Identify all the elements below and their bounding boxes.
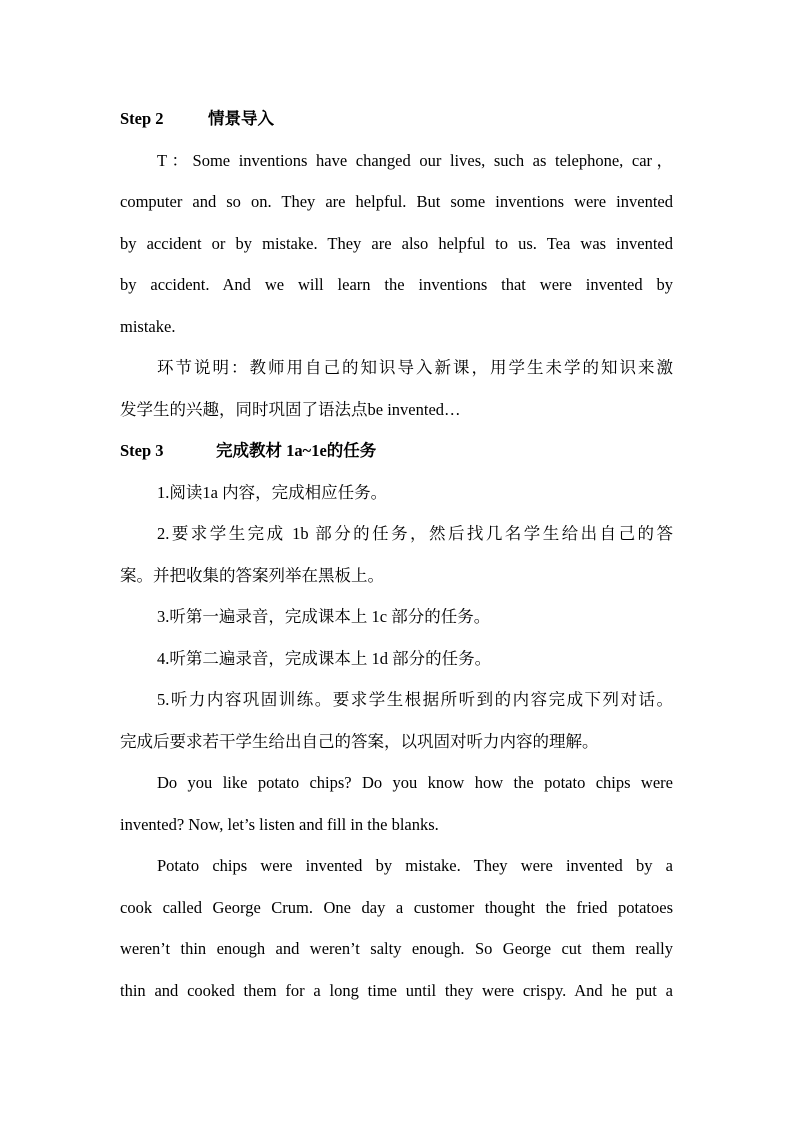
step3-heading bbox=[120, 430, 673, 472]
task-2-line-1: 2.要求学生完成 1b 部分的任务，然后找几名学生给出自己的答 bbox=[157, 524, 673, 543]
step3-label: Step 3 bbox=[120, 441, 164, 460]
para2-line-1: Do you like potato chips? Do you know how the potato chips were bbox=[157, 773, 673, 792]
note-line-1: 环节说明：教师用自己的知识导入新课，用学生未学的知识来激 bbox=[157, 358, 673, 377]
task-4: 4.听第二遍录音，完成课本上 1d 部分的任务。 bbox=[157, 648, 492, 668]
para1-line-3: by accident or by mistake. They are also helpful to us. Tea was invented bbox=[120, 233, 673, 253]
step2-heading bbox=[120, 98, 673, 140]
task-5-line-1: 5.听力内容巩固训练。要求学生根据所听到的内容完成下列对话。 bbox=[157, 690, 673, 709]
step2-label: Step 2 bbox=[120, 109, 164, 128]
step2-title: 情景导入 bbox=[208, 109, 274, 128]
para2-line-2: invented? Now, let’s listen and fill in the blanks. bbox=[120, 814, 439, 834]
para1-line-5: mistake. bbox=[120, 316, 176, 336]
para1-line-2: computer and so on. They are helpful. But some inventions were invented bbox=[120, 192, 673, 211]
para1-line-1: T：Some inventions have changed our lives, such as telephone, car， bbox=[157, 150, 673, 170]
document-page bbox=[120, 98, 673, 1011]
para1-line-4: by accident. And we will learn the inventions that were invented by bbox=[120, 275, 673, 294]
note-line-2: 发学生的兴趣，同时巩固了语法点be invented… bbox=[120, 399, 461, 419]
task-2-line-2: 案。并把收集的答案列举在黑板上。 bbox=[120, 565, 384, 585]
para3-line-3: weren’t thin enough and weren’t salty enough. So George cut them really bbox=[120, 939, 673, 958]
para3-line-4: thin and cooked them for a long time until they were crispy. And he put a bbox=[120, 980, 673, 1000]
step3-title: 完成教材 1a~1e的任务 bbox=[216, 441, 377, 460]
para3-line-1: Potato chips were invented by mistake. They were invented by a bbox=[157, 856, 673, 875]
para3-line-2: cook called George Crum. One day a customer thought the fried potatoes bbox=[120, 897, 673, 917]
task-1: 1.阅读1a 内容，完成相应任务。 bbox=[157, 482, 388, 502]
task-5-line-2: 完成后要求若干学生给出自己的答案，以巩固对听力内容的理解。 bbox=[120, 731, 599, 751]
task-3: 3.听第一遍录音，完成课本上 1c 部分的任务。 bbox=[157, 607, 491, 626]
